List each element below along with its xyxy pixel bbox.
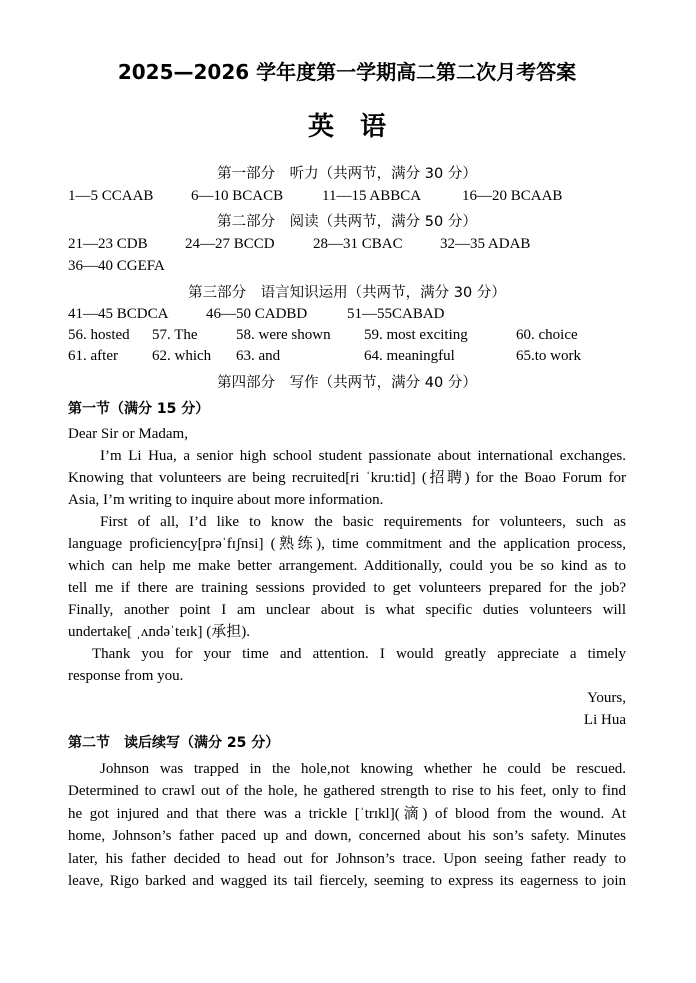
letter-line: undertake[ ˌʌndəˈteɪk] (承担).: [68, 624, 251, 640]
answer-item: 1—5 CCAAB: [68, 188, 154, 204]
answer-item: 59. most exciting: [364, 327, 468, 343]
answer-item: 21—23 CDB: [68, 236, 148, 252]
answer-row: [68, 185, 626, 207]
answer-item: 57. The: [152, 327, 198, 343]
letter-closing: Yours,: [587, 690, 626, 706]
letter-line: Asia, I’m writing to inquire about more information.: [68, 492, 384, 508]
answer-item: 65.to work: [516, 348, 581, 364]
story-line: later, his father decided to head out for Johnson’s trace. Upon seeing father ready to: [68, 850, 626, 867]
answer-item: 46—50 CADBD: [206, 306, 308, 322]
section2-heading: 第二节 读后续写（满分 25 分）: [68, 735, 280, 751]
answer-row: [68, 304, 626, 325]
answer-item: 6—10 BCACB: [191, 188, 284, 204]
letter-salutation: Dear Sir or Madam,: [68, 426, 188, 442]
part3-heading: 第三部分 语言知识运用（共两节，满分 30 分）: [188, 285, 506, 301]
letter-line: response from you.: [68, 668, 184, 684]
section1-heading: 第一节（满分 15 分）: [68, 401, 210, 417]
answer-item: 36—40 CGEFA: [68, 258, 165, 274]
answer-item: 63. and: [236, 348, 281, 364]
letter-line: Knowing that volunteers are being recruited[ri ˈkru:tid] (招聘) for the Boao Forum for: [68, 470, 626, 486]
sample-letter: [68, 423, 626, 731]
letter-line: Finally, another point I am unclear about is what specific duties volunteers will: [68, 602, 626, 618]
answer-item: 11—15 ABBCA: [322, 188, 422, 204]
part4-heading: 第四部分 写作（共两节，满分 40 分）: [217, 375, 477, 391]
continuation-writing: [68, 758, 626, 892]
story-line: leave, Rigo barked and wagged its tail fiercely, seeming to express its eagerness to join: [68, 872, 626, 889]
part1-heading: 第一部分 听力（共两节，满分 30 分）: [217, 166, 477, 182]
story-line: Johnson was trapped in the hole,not knowing whether he could be rescued.: [100, 761, 626, 777]
part2-heading: 第二部分 阅读（共两节，满分 50 分）: [217, 214, 477, 230]
story-line: he got injured and that there was a trickle [ˈtrɪkl](滴) of blood from the wound. At: [68, 805, 626, 822]
answer-item: 51—55CABAD: [347, 306, 445, 322]
answer-row: [68, 233, 626, 255]
letter-line: which can help me make better arrangement. Additionally, could you be so kind as to: [68, 558, 626, 574]
answer-item: 28—31 CBAC: [313, 236, 403, 252]
answer-item: 61. after: [68, 348, 118, 364]
answer-item: 60. choice: [516, 327, 578, 343]
answer-row: [68, 255, 626, 277]
letter-line: I’m Li Hua, a senior high school student passionate about international exchanges.: [100, 448, 626, 464]
letter-signature: Li Hua: [583, 712, 626, 728]
letter-line: language proficiency[prəˈfɪʃnsi] (熟练), time commitment and the application process,: [68, 536, 626, 552]
letter-line: First of all, I’d like to know the basic requirements for volunteers, such as: [100, 514, 626, 530]
answer-item: 32—35 ADAB: [440, 236, 531, 252]
story-line: home, Johnson’s father paced up and down, concerned about his son’s safety. Minutes: [68, 828, 626, 845]
letter-line: tell me if there are training sessions provided to get volunteers prepared for the job?: [68, 580, 626, 596]
page-title: 2025—2026 学年度第一学期高二第二次月考答案: [117, 60, 577, 84]
story-line: Determined to crawl out of the hole, he gathered strength to rise to his feet, only to find: [68, 783, 626, 800]
subject-title: 英 语: [307, 112, 386, 142]
answer-item: 16—20 BCAAB: [462, 188, 563, 204]
answer-item: 64. meaningful: [364, 348, 455, 364]
answer-item: 24—27 BCCD: [185, 236, 275, 252]
answer-item: 41—45 BCDCA: [68, 306, 169, 322]
answer-item: 62. which: [152, 348, 212, 364]
letter-line: Thank you for your time and attention. I would greatly appreciate a timely: [92, 646, 626, 662]
answer-item: 58. were shown: [236, 327, 331, 343]
answer-row: [68, 325, 626, 346]
answer-row: [68, 346, 626, 367]
answer-item: 56. hosted: [68, 327, 130, 343]
